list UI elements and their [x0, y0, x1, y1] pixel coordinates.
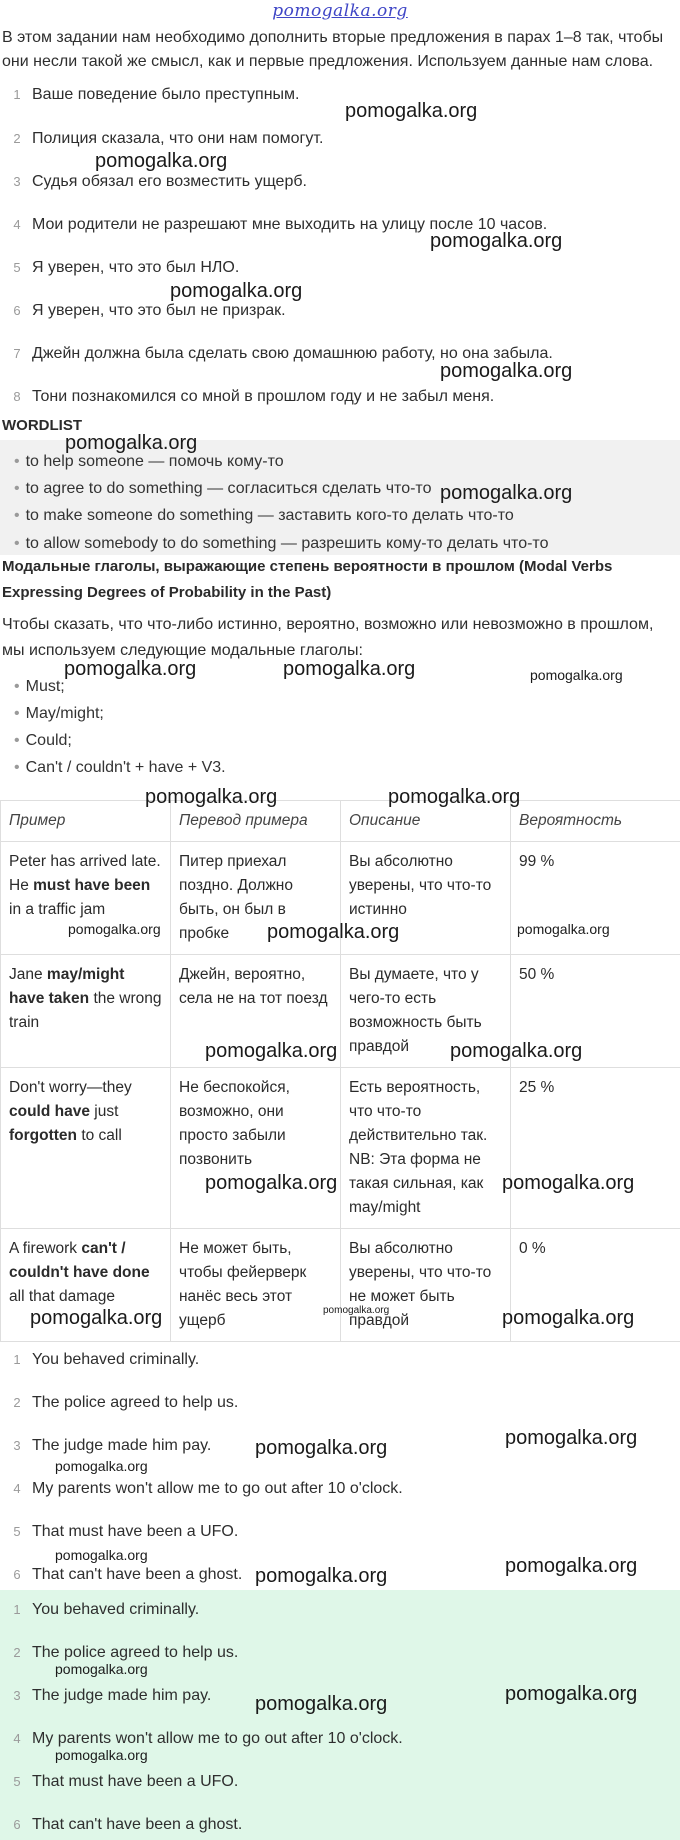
watermark-text: pomogalka.org	[145, 786, 278, 808]
task-intro: В этом задании нам необходимо дополнить вторые предложения в парах 1–8 так, чтобы они несли такой же смысл, как и первые предложения. Используем данные нам слова.	[2, 29, 664, 70]
watermark-text: pomogalka.org	[30, 1307, 163, 1329]
item-number: 1	[13, 1602, 21, 1617]
item-text: That must have been a UFO.	[32, 1773, 239, 1790]
watermark-text: pomogalka.org	[388, 786, 521, 808]
watermark-text: pomogalka.org	[267, 921, 400, 943]
item-number: 4	[13, 1731, 21, 1746]
watermark-text: pomogalka.org	[65, 432, 198, 454]
bullet-dot: •	[14, 453, 20, 470]
item-number: 7	[13, 346, 21, 361]
watermark-text: pomogalka.org	[505, 1683, 638, 1705]
item-text: Джейн должна была сделать свою домашнюю работу, но она забыла.	[32, 345, 553, 362]
item-number: 1	[13, 1352, 21, 1367]
list-item	[2, 255, 239, 281]
bullet-dot: •	[14, 535, 20, 552]
col-header-example: Пример	[1, 801, 171, 842]
item-text: The judge made him pay.	[32, 1437, 212, 1454]
item-number: 3	[13, 1688, 21, 1703]
item-text: Я уверен, что это был НЛО.	[32, 259, 240, 276]
modal-phrase: could have	[9, 1103, 90, 1120]
watermark-text: pomogalka.org	[502, 1307, 635, 1329]
item-number: 6	[13, 303, 21, 318]
site-logo[interactable]: pomogalka.org	[272, 1, 408, 21]
item-number: 1	[13, 87, 21, 102]
example-cell	[1, 842, 171, 955]
watermark-text: pomogalka.org	[205, 1172, 338, 1194]
list-item	[2, 126, 323, 152]
item-number: 2	[13, 1645, 21, 1660]
item-text: My parents won't allow me to go out after 10 o'clock.	[32, 1730, 403, 1747]
example-cell	[1, 1068, 171, 1229]
bullet-dot: •	[14, 705, 20, 722]
watermark-text: pomogalka.org	[430, 230, 563, 252]
watermark-text: pomogalka.org	[530, 667, 623, 683]
example-text: Don't worry—they	[9, 1079, 132, 1096]
list-item	[2, 1769, 238, 1795]
translation-cell: Питер приехал поздно. Должно быть, он был в пробке	[171, 842, 341, 955]
watermark-text: pomogalka.org	[505, 1555, 638, 1577]
bullet-item	[14, 503, 514, 529]
item-text: You behaved criminally.	[32, 1601, 200, 1618]
grammar-section-title: Модальные глаголы, выражающие степень вероятности в прошлом (Modal Verbs Expressing Degrees of Probability in the Past)	[2, 558, 613, 601]
modal-phrase: may/might have taken	[9, 966, 125, 1007]
bullet-text: Could;	[25, 732, 72, 749]
item-text: Ваше поведение было преступным.	[32, 86, 300, 103]
watermark-text: pomogalka.org	[440, 360, 573, 382]
list-item	[2, 82, 299, 108]
bullet-dot: •	[14, 678, 20, 695]
watermark-text: pomogalka.org	[170, 280, 303, 302]
bullet-dot: •	[14, 507, 20, 524]
example-text: the wrong train	[9, 990, 162, 1031]
example-cell	[1, 955, 171, 1068]
watermark-text: pomogalka.org	[505, 1427, 638, 1449]
watermark-text: pomogalka.org	[450, 1040, 583, 1062]
list-item	[2, 1390, 238, 1416]
item-text: That must have been a UFO.	[32, 1523, 239, 1540]
translation-cell: Не беспокойся, возможно, они просто забыли позвонить	[171, 1068, 341, 1229]
table-row	[1, 1068, 680, 1229]
bullet-text: Can't / couldn't + have + V3.	[25, 759, 226, 776]
example-text: Peter has arrived late. He	[9, 853, 161, 894]
item-text: The police agreed to help us.	[32, 1644, 239, 1661]
bullet-item	[14, 728, 72, 754]
item-number: 5	[13, 1774, 21, 1789]
list-item	[2, 1347, 199, 1373]
watermark-text: pomogalka.org	[55, 1661, 148, 1677]
item-text: Я уверен, что это был не призрак.	[32, 302, 286, 319]
example-text: A firework	[9, 1240, 82, 1257]
item-text: That can't have been a ghost.	[32, 1566, 243, 1583]
col-header-probability: Вероятность	[511, 801, 680, 842]
probability-cell: 0 %	[511, 1229, 680, 1342]
probability-cell: 25 %	[511, 1068, 680, 1229]
watermark-text: pomogalka.org	[55, 1747, 148, 1763]
item-number: 5	[13, 1524, 21, 1539]
watermark-text: pomogalka.org	[68, 921, 161, 937]
watermark-text: pomogalka.org	[55, 1547, 148, 1563]
watermark-text: pomogalka.org	[440, 482, 573, 504]
item-text: Полиция сказала, что они нам помогут.	[32, 130, 324, 147]
wordlist-title: WORDLIST	[2, 417, 82, 434]
item-text: My parents won't allow me to go out after 10 o'clock.	[32, 1480, 403, 1497]
item-text: That can't have been a ghost.	[32, 1816, 243, 1833]
bullet-item	[14, 701, 104, 727]
item-number: 2	[13, 1395, 21, 1410]
item-number: 4	[13, 1481, 21, 1496]
watermark-text: pomogalka.org	[345, 100, 478, 122]
modal-phrase: can't / couldn't have done	[9, 1240, 150, 1281]
bullet-item	[14, 755, 226, 781]
modal-phrase: forgotten	[9, 1127, 78, 1144]
bullet-text: to help someone — помочь кому-то	[25, 453, 284, 470]
grammar-section-text: Чтобы сказать, что что-либо истинно, вероятно, возможно или невозможно в прошлом, мы используем следующие модальные глаголы:	[2, 616, 654, 659]
watermark-text: pomogalka.org	[55, 1458, 148, 1474]
watermark-text: pomogalka.org	[517, 921, 610, 937]
example-text: just	[89, 1103, 119, 1120]
example-text: in a traffic jam	[9, 901, 106, 918]
item-number: 2	[13, 131, 21, 146]
probability-table	[0, 800, 680, 1342]
bullet-text: to agree to do something — согласиться сделать что-то	[25, 480, 432, 497]
probability-cell: 50 %	[511, 955, 680, 1068]
bullet-text: May/might;	[25, 705, 104, 722]
item-text: Судья обязал его возместить ущерб.	[32, 173, 307, 190]
list-item	[2, 1597, 199, 1623]
watermark-text: pomogalka.org	[255, 1693, 388, 1715]
bullet-item	[14, 674, 65, 700]
description-cell: Вы думаете, что у чего-то есть возможность быть правдой	[341, 955, 511, 1068]
example-text: all that damage	[9, 1288, 115, 1305]
item-number: 5	[13, 260, 21, 275]
example-text: Jane	[9, 966, 47, 983]
item-number: 6	[13, 1817, 21, 1832]
list-item	[2, 1476, 403, 1502]
watermark-text: pomogalka.org	[502, 1172, 635, 1194]
col-header-description: Описание	[341, 801, 511, 842]
bullet-item	[14, 476, 431, 502]
item-text: Тони познакомился со мной в прошлом году и не забыл меня.	[32, 388, 495, 405]
bullet-dot: •	[14, 732, 20, 749]
item-text: The judge made him pay.	[32, 1687, 212, 1704]
item-number: 4	[13, 217, 21, 232]
bullet-text: to allow somebody to do something — разрешить кому-то делать что-то	[25, 535, 549, 552]
item-text: The police agreed to help us.	[32, 1394, 239, 1411]
item-number: 8	[13, 389, 21, 404]
watermark-text: pomogalka.org	[95, 150, 228, 172]
watermark-text: pomogalka.org	[255, 1565, 388, 1587]
item-number: 3	[13, 1438, 21, 1453]
table-header-row	[1, 801, 680, 842]
list-item	[2, 384, 494, 410]
item-number: 6	[13, 1567, 21, 1582]
item-number: 3	[13, 174, 21, 189]
bullet-dot: •	[14, 759, 20, 776]
item-text: Мои родители не разрешают мне выходить на улицу после 10 часов.	[32, 216, 548, 233]
translation-cell: Джейн, вероятно, села не на тот поезд	[171, 955, 341, 1068]
description-cell: Вы абсолютно уверены, что что-то не может быть правдой	[341, 1229, 511, 1342]
watermark-text: pomogalka.org	[255, 1437, 388, 1459]
watermark-text: pomogalka.org	[64, 658, 197, 680]
probability-cell: 99 %	[511, 842, 680, 955]
example-text: to call	[77, 1127, 122, 1144]
watermark-text: pomogalka.org	[283, 658, 416, 680]
modal-phrase: must have been	[33, 877, 151, 894]
bullet-dot: •	[14, 480, 20, 497]
list-item	[2, 1562, 242, 1588]
col-header-translation: Перевод примера	[171, 801, 341, 842]
translation-cell: Не может быть, чтобы фейерверк нанёс весь этот ущерб	[171, 1229, 341, 1342]
item-text: You behaved criminally.	[32, 1351, 200, 1368]
description-cell: Есть вероятность, что что-то действительно так. NB: Эта форма не такая сильная, как may/might	[341, 1068, 511, 1229]
description-cell: Вы абсолютно уверены, что что-то истинно	[341, 842, 511, 955]
watermark-text: pomogalka.org	[205, 1040, 338, 1062]
bullet-text: to make someone do something — заставить кого-то делать что-то	[25, 507, 514, 524]
list-item	[2, 1433, 211, 1459]
bullet-text: Must;	[25, 678, 65, 695]
list-item	[2, 1683, 211, 1709]
list-item	[2, 1519, 238, 1545]
watermark-text: pomogalka.org	[323, 1305, 390, 1316]
list-item	[2, 1812, 242, 1838]
